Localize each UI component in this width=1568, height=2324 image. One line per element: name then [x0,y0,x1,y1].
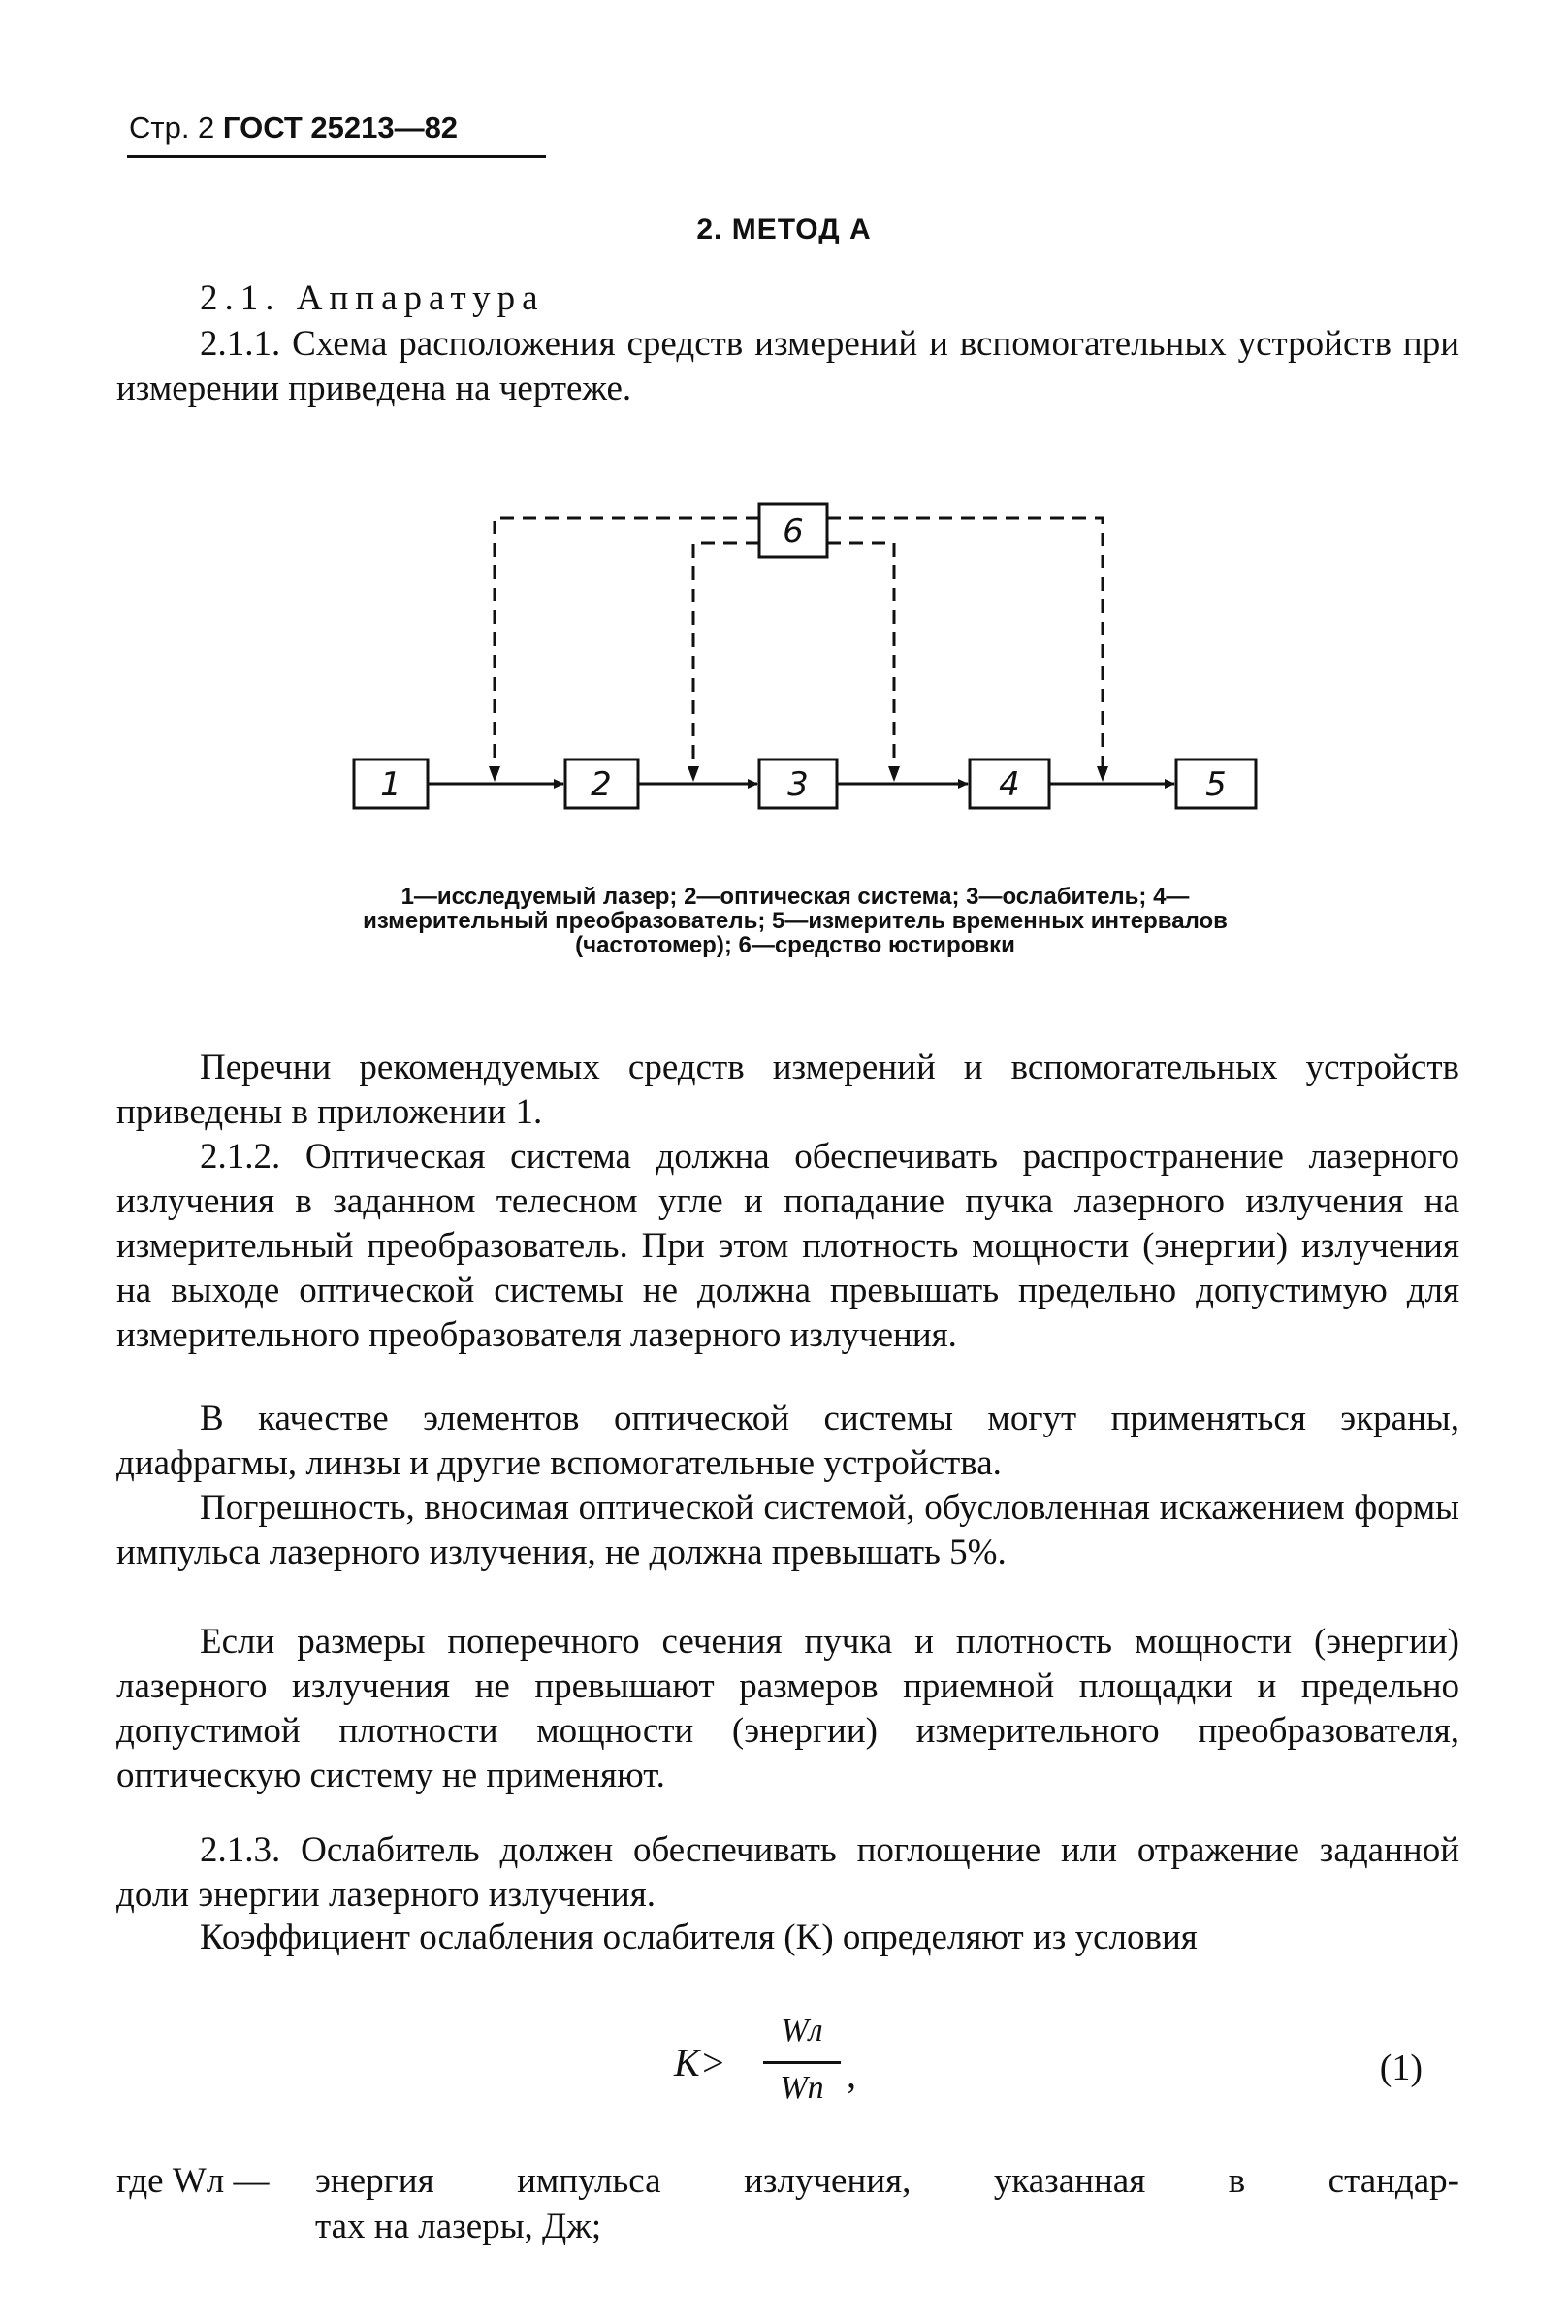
formula-numerator: Wл [781,2013,823,2049]
paragraph-elements: В качестве элементов оптической системы могут применяться экраны, диафрагмы, линзы и другие вспомогательные устройства. [116,1399,1459,1483]
block-5-label: 5 [1205,765,1227,804]
formula-denominator: Wп [780,2070,824,2106]
where-line-2: тах на лазеры, Дж; [315,2207,602,2246]
paragraph-list: Перечни рекомендуемых средств измерений и вспомогательных устройств приведены в приложении 1. [116,1048,1459,1132]
block-2-label: 2 [591,765,612,804]
block-6-label: 6 [783,512,804,551]
fraction-bar [763,2061,841,2064]
where-word: где Wл — [116,2161,270,2201]
formula-number: (1) [1379,2048,1423,2088]
formula-fraction [763,2013,841,2107]
document-code: ГОСТ 25213—82 [222,111,459,145]
formula-lhs: K> [674,2041,726,2084]
measurement-scheme-diagram [0,0,1568,1028]
paragraph-if: Если размеры поперечного сечения пучка и плотность мощности (энергии) лазерного излучения не превышают размеров приемной площадки и предельно допустимой плотности мощности (энергии) измерительного преобразователя, оптическую систему не применяют. [116,1622,1459,1795]
subsection-heading: 2.1. Аппаратура [200,278,545,318]
block-3-label: 3 [787,765,809,804]
diagram-caption: 1—исследуемый лазер; 2—оптическая система; 3—ослабитель; 4—измерительный преобразователь; 5—измеритель временных интервалов (частотомер); 6—средство юстировки [363,884,1228,958]
block-1-label: 1 [380,765,401,804]
section-title: 2. МЕТОД А [696,213,872,245]
page-number: Стр. 2 [129,111,215,145]
paragraph-error: Погрешность, вносимая оптической системой, обусловленная искажением формы импульса лазерного излучения, не должна превышать 5%. [116,1488,1459,1572]
paragraph-2-1-3: 2.1.3. Ослабитель должен обеспечивать поглощение или отражение заданной доли энергии лазерного излучения. [116,1830,1459,1915]
paragraph-coefficient: Коэффициент ослабления ослабителя (K) определяют из условия [200,1918,1198,1957]
paragraph-2-1-2: 2.1.2. Оптическая система должна обеспечивать распространение лазерного излучения в заданном телесном угле и попадание пучка лазерного излучения на измерительный преобразователь. При этом плотность мощности (энергии) излучения на выходе оптической системы не должна превышать предельно допустимую для измерительного преобразователя лазерного излучения. [116,1137,1459,1355]
formula-comma: , [847,2052,856,2096]
block-4-label: 4 [999,765,1020,804]
paragraph-2-1-1: 2.1.1. Схема расположения средств измерений и вспомогательных устройств при измерении приведена на чертеже. [116,324,1459,408]
where-line-1: энергия импульса излучения, указанная в стандар- [315,2161,1459,2201]
